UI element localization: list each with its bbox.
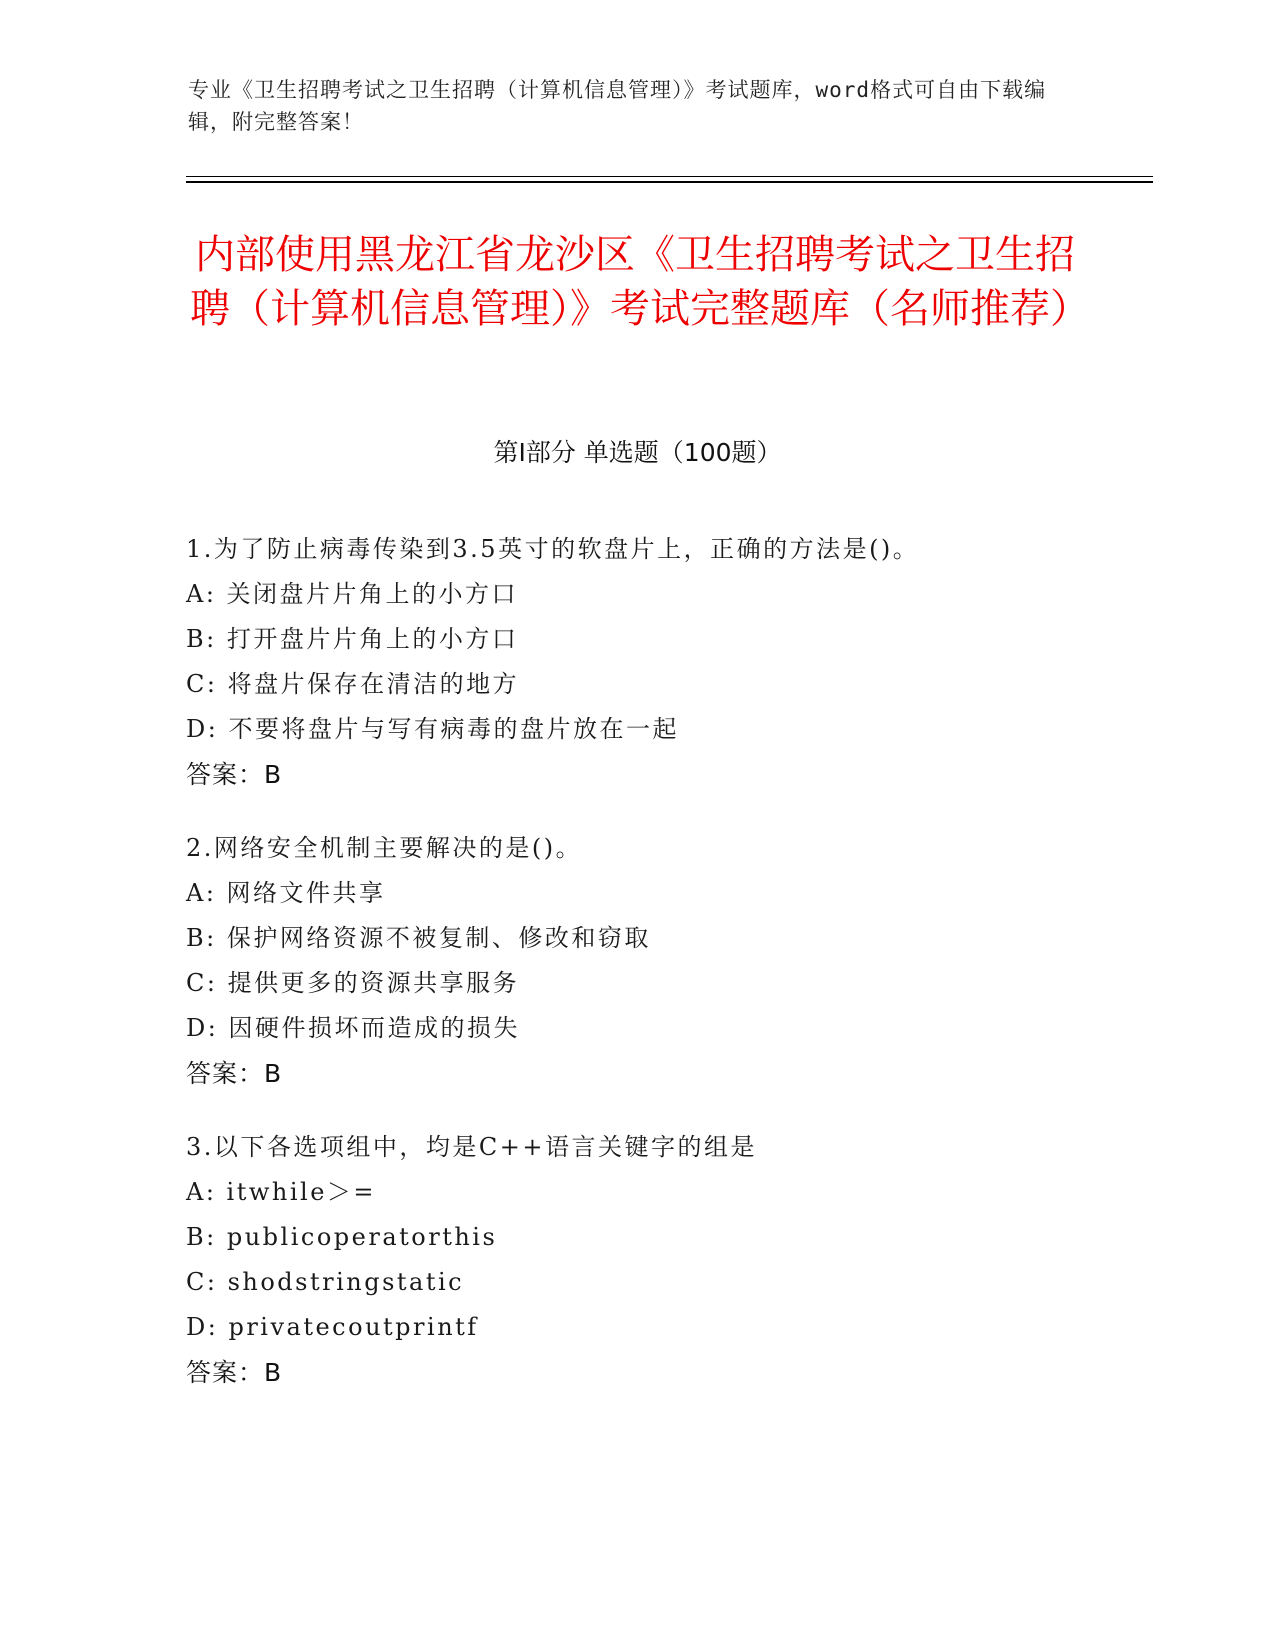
header-note: 专业《卫生招聘考试之卫生招聘（计算机信息管理）》考试题库，word格式可自由下载编辑，附完整答案！ [188,78,1047,134]
section-heading: 第Ⅰ部分 单选题（100题） [493,438,782,467]
option-c: C: 将盘片保存在清洁的地方 [186,670,520,698]
question-1 [186,527,1146,797]
question-list [186,527,1146,1424]
option-b: B: 打开盘片片角上的小方口 [186,625,519,653]
question-stem: 2.网络安全机制主要解决的是()。 [186,834,583,862]
option-a: A: itwhile＞= [186,1178,377,1206]
document-title: 内部使用黑龙江省龙沙区《卫生招聘考试之卫生招聘（计算机信息管理）》考试完整题库（名师推荐） [190,232,1090,332]
question-2 [186,826,1146,1096]
answer: 答案：B [186,760,283,789]
option-d: D: 不要将盘片与写有病毒的盘片放在一起 [186,715,679,743]
question-3 [186,1125,1146,1395]
option-b: B: 保护网络资源不被复制、修改和窃取 [186,924,651,952]
option-b: B: publicoperatorthis [186,1223,498,1251]
option-a: A: 网络文件共享 [186,879,386,907]
option-c: C: shodstringstatic [186,1268,465,1296]
header-divider-thin [186,176,1153,177]
option-d: D: 因硬件损坏而造成的损失 [186,1014,520,1042]
option-a: A: 关闭盘片片角上的小方口 [186,580,519,608]
answer: 答案：B [186,1358,283,1387]
answer: 答案：B [186,1059,283,1088]
option-d: D: privatecoutprintf [186,1313,479,1341]
header-divider-thick [186,181,1153,183]
question-stem: 3.以下各选项组中，均是C++语言关键字的组是 [186,1133,757,1161]
option-c: C: 提供更多的资源共享服务 [186,969,520,997]
question-stem: 1.为了防止病毒传染到3.5英寸的软盘片上，正确的方法是()。 [186,535,920,563]
